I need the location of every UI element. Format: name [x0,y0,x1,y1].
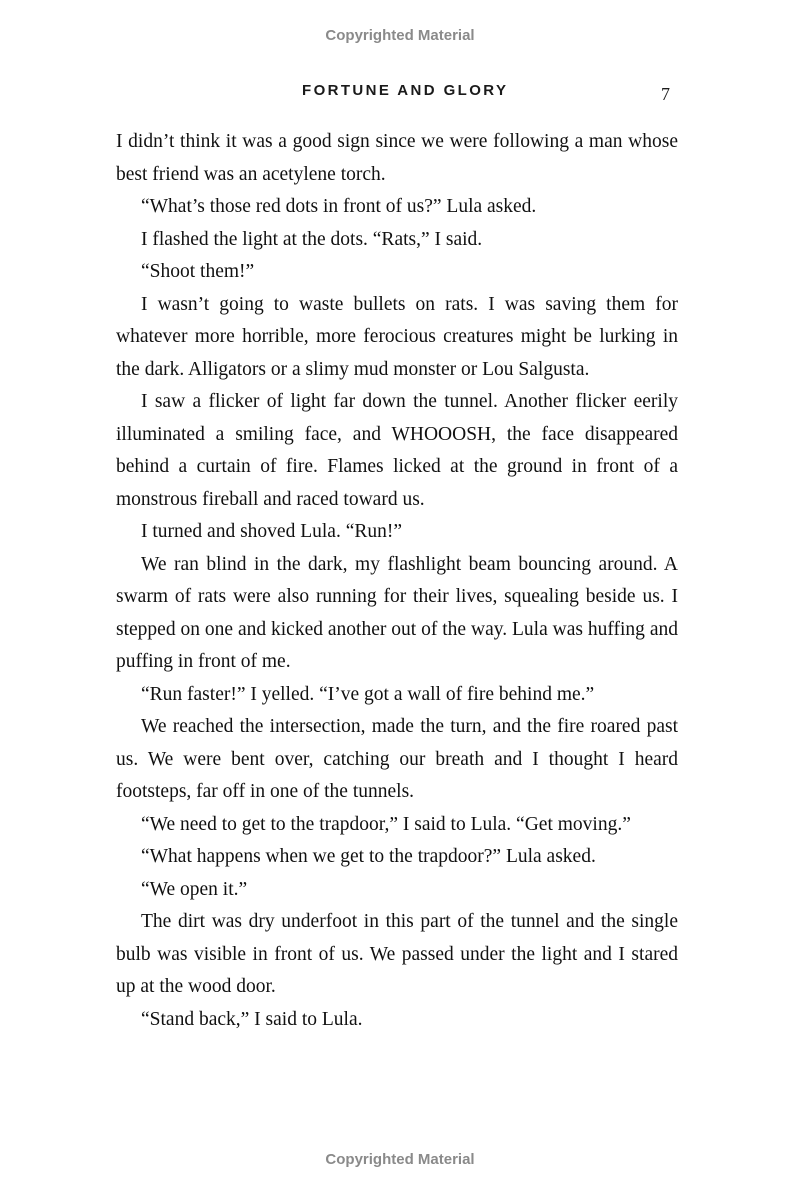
paragraph: “We open it.” [141,878,248,900]
paragraph: The dirt was dry underfoot in this part of the tunnel and the single bulb was visible in front of us. We passed under the light and I stared up at the wood door. [116,911,678,997]
paragraph: “What happens when we get to the trapdoor?” Lula asked. [141,846,596,867]
paragraph: “Shoot them!” [141,261,255,282]
paragraph: “Stand back,” I said to Lula. [141,1008,363,1030]
running-header [0,82,800,104]
paragraph: We reached the intersection, made the turn, and the fire roared past us. We were bent over, catching our breath and I thought I heard footsteps, far off in one of the tunnels. [116,716,678,802]
paragraph: “Run faster!” I yelled. “I’ve got a wall of fire behind me.” [141,683,595,705]
paragraph: I didn’t think it was a good sign since we were following a man whose best friend was an acetylene torch. [116,131,678,185]
body-text [116,126,678,1036]
paragraph: I wasn’t going to waste bullets on rats. I was saving them for whatever more horrible, more ferocious creatures might be lurking in the dark. Alligators or a slimy mud monster or Lou Salgusta. [116,293,678,380]
page-number: 7 [661,84,670,104]
paragraph: “What’s those red dots in front of us?” Lula asked. [141,196,537,217]
copyright-watermark-top: Copyrighted Material [325,27,475,44]
book-title: FORTUNE AND GLORY [302,82,509,99]
copyright-watermark-bottom: Copyrighted Material [325,1151,475,1168]
paragraph: “We need to get to the trapdoor,” I said to Lula. “Get moving.” [141,813,631,835]
paragraph: We ran blind in the dark, my flashlight beam bouncing around. A swarm of rats were also running for their lives, squealing beside us. I stepped on one and kicked another out of the way. Lula was huffing and puffing in front of me. [116,553,678,672]
paragraph: I turned and shoved Lula. “Run!” [141,521,403,542]
paragraph: I saw a flicker of light far down the tunnel. Another flicker eerily illuminated a smiling face, and WHOOOSH, the face disappeared behind a curtain of fire. Flames licked at the ground in front of a monstrous fireball and raced toward us. [116,391,678,510]
paragraph: I flashed the light at the dots. “Rats,” I said. [141,228,483,250]
